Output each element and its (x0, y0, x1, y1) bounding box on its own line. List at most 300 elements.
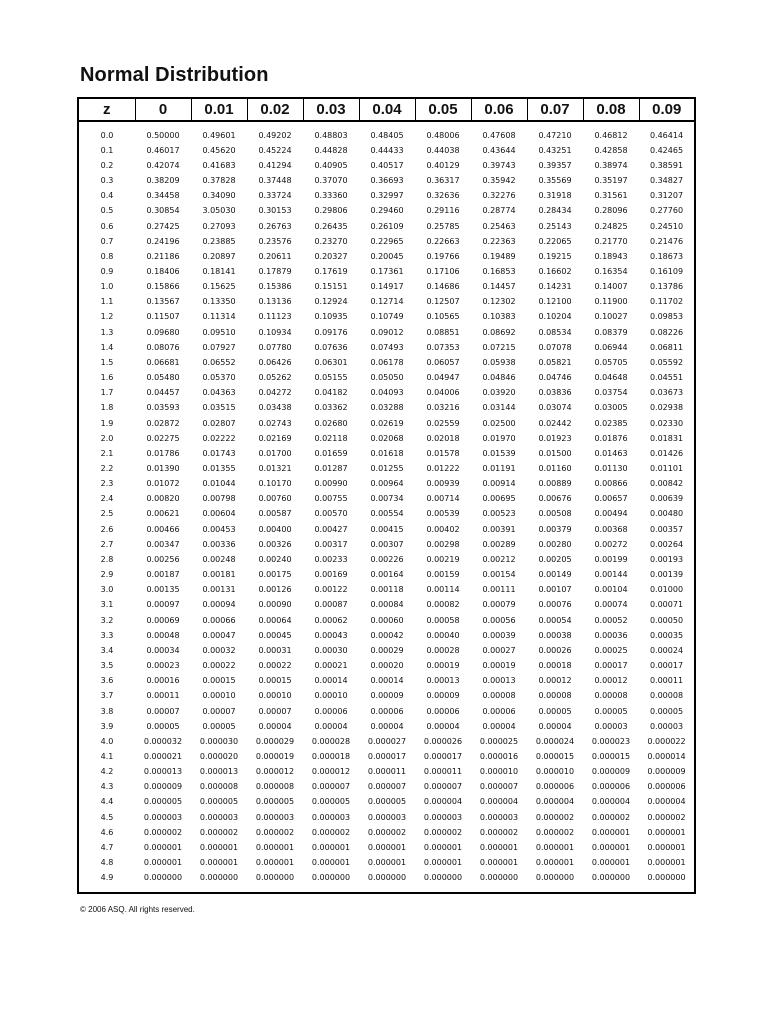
probability-cell: 0.14231 (538, 282, 572, 292)
probability-cell: 0.01390 (146, 464, 180, 474)
probability-cell: 0.01101 (649, 464, 684, 474)
probability-cell: 0.00508 (538, 509, 572, 519)
probability-cell: 0.41294 (258, 160, 292, 170)
probability-cell: 0.01072 (146, 479, 180, 489)
probability-cell: 0.000011 (367, 767, 407, 777)
probability-cell: 0.01831 (649, 433, 684, 443)
probability-cell: 0.22965 (370, 236, 404, 246)
column-header: 0.03 (303, 98, 359, 121)
probability-cell: 0.000004 (647, 797, 686, 807)
probability-cell: 0.46414 (649, 130, 684, 140)
table-row (78, 295, 695, 310)
probability-cell: 0.000001 (255, 858, 295, 868)
probability-cell: 0.05050 (370, 373, 404, 383)
column-header: 0 (135, 98, 191, 121)
probability-cell: 0.00368 (594, 524, 628, 534)
probability-cell: 0.37828 (202, 176, 236, 186)
probability-cell: 0.00233 (314, 554, 348, 564)
z-value-cell: 1.1 (100, 297, 114, 307)
probability-cell: 0.08076 (146, 342, 180, 352)
probability-cell: 0.00523 (482, 509, 516, 519)
probability-cell: 0.000000 (479, 873, 519, 883)
probability-cell: 0.29460 (370, 206, 404, 216)
probability-cell: 0.00007 (258, 706, 292, 716)
probability-cell: 0.000001 (311, 858, 351, 868)
z-value-cell: 2.0 (100, 433, 114, 443)
probability-cell: 0.01578 (426, 448, 460, 458)
probability-cell: 0.00144 (594, 570, 628, 580)
probability-cell: 0.04363 (202, 388, 236, 398)
probability-cell: 0.00453 (202, 524, 236, 534)
column-header-z: z (78, 98, 135, 121)
probability-cell: 0.00820 (146, 494, 180, 504)
column-header: 0.09 (639, 98, 695, 121)
probability-cell: 0.000004 (479, 797, 519, 807)
z-value-cell: 3.5 (100, 661, 114, 671)
probability-cell: 0.14007 (594, 282, 628, 292)
table-row (78, 477, 695, 492)
probability-cell: 0.00082 (426, 600, 460, 610)
probability-cell: 0.00017 (594, 661, 628, 671)
probability-cell: 0.00118 (370, 585, 404, 595)
z-value-cell: 2.7 (100, 539, 114, 549)
z-value-cell: 1.2 (100, 312, 114, 322)
probability-cell: 0.17361 (370, 266, 404, 276)
probability-cell: 0.000001 (647, 842, 686, 852)
probability-cell: 0.00889 (538, 479, 572, 489)
probability-cell: 0.000006 (647, 782, 686, 792)
column-header: 0.06 (471, 98, 527, 121)
probability-cell: 0.36693 (370, 176, 404, 186)
probability-cell: 0.32636 (426, 191, 460, 201)
probability-cell: 0.00842 (649, 479, 684, 489)
probability-cell: 0.000002 (199, 827, 239, 837)
probability-cell: 0.03074 (538, 403, 572, 413)
z-value-cell: 1.8 (100, 403, 114, 413)
probability-cell: 0.00076 (538, 600, 572, 610)
probability-cell: 0.28774 (482, 206, 516, 216)
probability-cell: 0.000001 (591, 827, 631, 837)
probability-cell: 0.40517 (370, 160, 404, 170)
probability-cell: 0.07636 (314, 342, 348, 352)
probability-cell: 0.10565 (426, 312, 460, 322)
table-row (78, 355, 695, 370)
probability-cell: 0.41683 (202, 160, 236, 170)
probability-cell: 0.000026 (423, 736, 463, 746)
probability-cell: 0.000007 (367, 782, 407, 792)
probability-cell: 0.000010 (535, 767, 575, 777)
probability-cell: 0.000001 (143, 858, 183, 868)
probability-cell: 0.00169 (314, 570, 348, 580)
table-row (78, 173, 695, 188)
probability-cell: 0.43644 (482, 145, 516, 155)
probability-cell: 0.000001 (591, 842, 631, 852)
z-value-cell: 0.7 (100, 236, 114, 246)
probability-cell: 0.000000 (255, 873, 295, 883)
probability-cell: 0.000001 (423, 842, 463, 852)
probability-cell: 0.00272 (594, 539, 628, 549)
probability-cell: 0.01970 (482, 433, 516, 443)
table-row (78, 598, 695, 613)
probability-cell: 0.000012 (311, 767, 351, 777)
z-value-cell: 1.9 (100, 418, 114, 428)
probability-cell: 0.01255 (370, 464, 404, 474)
probability-cell: 0.00755 (314, 494, 348, 504)
probability-cell: 0.00004 (426, 721, 460, 731)
probability-cell: 0.00071 (649, 600, 684, 610)
probability-cell: 0.12924 (314, 297, 348, 307)
z-value-cell: 3.8 (100, 706, 114, 716)
probability-cell: 0.000013 (199, 767, 239, 777)
probability-cell: 0.000005 (311, 797, 351, 807)
probability-cell: 0.00159 (426, 570, 460, 580)
probability-cell: 0.02500 (482, 418, 516, 428)
probability-cell: 0.000000 (647, 873, 686, 883)
table-row (78, 219, 695, 234)
z-value-cell: 3.4 (100, 645, 114, 655)
probability-cell: 0.16354 (594, 266, 628, 276)
probability-cell: 0.42074 (146, 160, 180, 170)
probability-cell: 0.00219 (426, 554, 460, 564)
probability-cell: 0.000001 (199, 842, 239, 852)
probability-cell: 0.03005 (594, 403, 628, 413)
probability-cell: 0.00193 (649, 554, 684, 564)
probability-cell: 0.00043 (314, 630, 348, 640)
probability-cell: 0.13350 (202, 297, 236, 307)
table-row (78, 386, 695, 401)
probability-cell: 0.02068 (370, 433, 404, 443)
probability-cell: 0.38209 (146, 176, 180, 186)
probability-cell: 0.000001 (647, 827, 686, 837)
probability-cell: 0.00131 (202, 585, 236, 595)
probability-cell: 0.00135 (146, 585, 180, 595)
probability-cell: 0.000002 (479, 827, 519, 837)
table-row (78, 765, 695, 780)
probability-cell: 0.00035 (649, 630, 684, 640)
probability-cell: 0.04648 (594, 373, 628, 383)
probability-cell: 0.000007 (311, 782, 351, 792)
probability-cell: 0.03288 (370, 403, 404, 413)
probability-cell: 0.000005 (255, 797, 295, 807)
probability-cell: 0.31918 (538, 191, 572, 201)
probability-cell: 0.00164 (370, 570, 404, 580)
probability-cell: 0.00009 (426, 691, 460, 701)
table-row (78, 795, 695, 810)
probability-cell: 0.000015 (591, 751, 631, 761)
probability-cell: 0.09012 (370, 327, 404, 337)
column-header: 0.07 (527, 98, 583, 121)
z-value-cell: 3.6 (100, 676, 114, 686)
z-value-cell: 0.5 (100, 206, 114, 216)
probability-cell: 0.02169 (258, 433, 292, 443)
probability-cell: 0.13786 (649, 282, 684, 292)
probability-cell: 0.00058 (426, 615, 460, 625)
probability-cell: 0.00022 (202, 661, 236, 671)
spacer-cell (78, 886, 695, 893)
probability-cell: 0.000000 (535, 873, 575, 883)
probability-cell: 0.01426 (649, 448, 684, 458)
probability-cell: 0.24825 (594, 221, 628, 231)
probability-cell: 0.20897 (202, 251, 236, 261)
probability-cell: 0.00004 (538, 721, 572, 731)
z-value-cell: 2.1 (100, 448, 114, 458)
probability-cell: 0.00604 (202, 509, 236, 519)
probability-cell: 0.00018 (538, 661, 572, 671)
probability-cell: 0.000006 (535, 782, 575, 792)
probability-cell: 0.23885 (202, 236, 236, 246)
normal-distribution-table (77, 97, 696, 894)
z-value-cell: 4.6 (100, 827, 114, 837)
probability-cell: 0.03754 (594, 388, 628, 398)
probability-cell: 0.10383 (482, 312, 516, 322)
probability-cell: 0.11123 (258, 312, 292, 322)
probability-cell: 0.00025 (594, 645, 628, 655)
table-row (78, 856, 695, 871)
probability-cell: 0.13567 (146, 297, 180, 307)
table-row (78, 537, 695, 552)
z-value-cell: 2.2 (100, 464, 114, 474)
probability-cell: 0.00012 (594, 676, 628, 686)
probability-cell: 0.00015 (258, 676, 292, 686)
probability-cell: 0.00379 (538, 524, 572, 534)
z-value-cell: 3.9 (100, 721, 114, 731)
probability-cell: 0.07078 (538, 342, 572, 352)
probability-cell: 0.00415 (370, 524, 404, 534)
probability-cell: 0.000032 (143, 736, 183, 746)
z-value-cell: 3.7 (100, 691, 114, 701)
probability-cell: 0.00008 (482, 691, 516, 701)
probability-cell: 0.50000 (146, 130, 180, 140)
probability-cell: 0.00866 (594, 479, 628, 489)
probability-cell: 0.19215 (538, 251, 572, 261)
probability-cell: 0.00032 (202, 645, 236, 655)
probability-cell: 0.03438 (258, 403, 292, 413)
probability-cell: 0.00391 (482, 524, 516, 534)
probability-cell: 0.31561 (594, 191, 628, 201)
z-value-cell: 0.4 (100, 191, 114, 201)
probability-cell: 0.000001 (647, 858, 686, 868)
probability-cell: 0.03515 (202, 403, 236, 413)
probability-cell: 0.00298 (426, 539, 460, 549)
probability-cell: 0.08692 (482, 327, 516, 337)
probability-cell: 0.00026 (538, 645, 572, 655)
probability-cell: 0.00205 (538, 554, 572, 564)
probability-cell: 0.00019 (482, 661, 516, 671)
probability-cell: 0.00014 (370, 676, 404, 686)
probability-cell: 0.05821 (538, 357, 572, 367)
spacer-row (78, 886, 695, 893)
probability-cell: 0.00226 (370, 554, 404, 564)
z-value-cell: 4.5 (100, 812, 114, 822)
probability-cell: 0.02118 (314, 433, 348, 443)
probability-cell: 0.00114 (426, 585, 460, 595)
probability-cell: 0.000001 (199, 858, 239, 868)
probability-cell: 0.09176 (314, 327, 348, 337)
probability-cell: 0.000002 (647, 812, 686, 822)
probability-cell: 0.07780 (258, 342, 292, 352)
probability-cell: 0.36317 (426, 176, 460, 186)
probability-cell: 0.000003 (311, 812, 351, 822)
probability-cell: 0.00064 (258, 615, 292, 625)
probability-cell: 0.34458 (146, 191, 180, 201)
probability-cell: 0.00054 (538, 615, 572, 625)
probability-cell: 0.00008 (649, 691, 684, 701)
probability-cell: 0.00007 (202, 706, 236, 716)
probability-cell: 0.000001 (311, 842, 351, 852)
probability-cell: 0.00056 (482, 615, 516, 625)
probability-cell: 0.07927 (202, 342, 236, 352)
probability-cell: 0.04093 (370, 388, 404, 398)
probability-cell: 0.00024 (649, 645, 684, 655)
probability-cell: 0.12507 (426, 297, 460, 307)
probability-cell: 0.09680 (146, 327, 180, 337)
probability-cell: 0.00052 (594, 615, 628, 625)
probability-cell: 0.02330 (649, 418, 684, 428)
probability-cell: 0.45620 (202, 145, 236, 155)
probability-cell: 0.000006 (591, 782, 631, 792)
probability-cell: 0.25785 (426, 221, 460, 231)
probability-cell: 0.14457 (482, 282, 516, 292)
probability-cell: 0.15151 (314, 282, 348, 292)
probability-cell: 0.00097 (146, 600, 180, 610)
probability-cell: 0.00307 (370, 539, 404, 549)
probability-cell: 0.19766 (426, 251, 460, 261)
probability-cell: 0.00004 (370, 721, 404, 731)
probability-cell: 0.10170 (258, 479, 292, 489)
probability-cell: 0.00126 (258, 585, 292, 595)
probability-cell: 0.28096 (594, 206, 628, 216)
table-row (78, 507, 695, 522)
probability-cell: 0.00010 (202, 691, 236, 701)
probability-cell: 0.17106 (426, 266, 460, 276)
z-value-cell: 4.2 (100, 767, 114, 777)
probability-cell: 0.00554 (370, 509, 404, 519)
probability-cell: 0.30854 (146, 206, 180, 216)
probability-cell: 0.000002 (367, 827, 407, 837)
probability-cell: 0.37448 (258, 176, 292, 186)
probability-cell: 0.00010 (258, 691, 292, 701)
probability-cell: 0.00038 (538, 630, 572, 640)
probability-cell: 0.000002 (535, 812, 575, 822)
probability-cell: 0.08851 (426, 327, 460, 337)
probability-cell: 0.00090 (258, 600, 292, 610)
probability-cell: 0.000003 (199, 812, 239, 822)
probability-cell: 0.05705 (594, 357, 628, 367)
probability-cell: 0.00187 (146, 570, 180, 580)
probability-cell: 0.29806 (314, 206, 348, 216)
probability-cell: 0.00008 (538, 691, 572, 701)
column-header: 0.05 (415, 98, 471, 121)
probability-cell: 0.02680 (314, 418, 348, 428)
probability-cell: 0.000003 (143, 812, 183, 822)
probability-cell: 0.00045 (258, 630, 292, 640)
probability-cell: 0.03362 (314, 403, 348, 413)
table-row (78, 810, 695, 825)
probability-cell: 0.06944 (594, 342, 628, 352)
probability-cell: 0.00006 (426, 706, 460, 716)
probability-cell: 0.00695 (482, 494, 516, 504)
probability-cell: 0.00017 (649, 661, 684, 671)
probability-cell: 0.00005 (146, 721, 180, 731)
table-header (78, 98, 695, 121)
probability-cell: 0.00007 (146, 706, 180, 716)
probability-cell: 0.03216 (426, 403, 460, 413)
probability-cell: 0.000016 (479, 751, 519, 761)
probability-cell: 0.00466 (146, 524, 180, 534)
probability-cell: 0.000013 (143, 767, 183, 777)
probability-cell: 0.00181 (202, 570, 236, 580)
probability-cell: 0.000007 (479, 782, 519, 792)
probability-cell: 0.00539 (426, 509, 460, 519)
probability-cell: 0.00256 (146, 554, 180, 564)
probability-cell: 0.000005 (367, 797, 407, 807)
probability-cell: 0.00107 (538, 585, 572, 595)
probability-cell: 0.000000 (367, 873, 407, 883)
probability-cell: 0.00006 (314, 706, 348, 716)
probability-cell: 0.00022 (258, 661, 292, 671)
probability-cell: 0.00402 (426, 524, 460, 534)
table-row (78, 264, 695, 279)
probability-cell: 0.00029 (370, 645, 404, 655)
probability-cell: 0.000002 (591, 812, 631, 822)
probability-cell: 0.00347 (146, 539, 180, 549)
probability-cell: 0.00019 (426, 661, 460, 671)
probability-cell: 0.00028 (426, 645, 460, 655)
table-row (78, 522, 695, 537)
probability-cell: 0.10935 (314, 312, 348, 322)
probability-cell: 0.10934 (258, 327, 292, 337)
probability-cell: 0.000001 (423, 858, 463, 868)
probability-cell: 0.00336 (202, 539, 236, 549)
probability-cell: 0.00008 (594, 691, 628, 701)
probability-cell: 0.000001 (479, 842, 519, 852)
table-row (78, 431, 695, 446)
probability-cell: 0.06552 (202, 357, 236, 367)
probability-cell: 0.21770 (594, 236, 628, 246)
probability-cell: 0.000000 (591, 873, 631, 883)
probability-cell: 0.38974 (594, 160, 628, 170)
probability-cell: 0.04551 (649, 373, 684, 383)
table-row (78, 704, 695, 719)
z-value-cell: 1.0 (100, 282, 114, 292)
probability-cell: 0.23576 (258, 236, 292, 246)
probability-cell: 0.46812 (594, 130, 628, 140)
probability-cell: 0.00111 (482, 585, 516, 595)
probability-cell: 0.39357 (538, 160, 572, 170)
probability-cell: 0.02743 (258, 418, 292, 428)
probability-cell: 0.00039 (482, 630, 516, 640)
probability-cell: 0.33724 (258, 191, 292, 201)
probability-cell: 0.00964 (370, 479, 404, 489)
probability-cell: 0.00013 (482, 676, 516, 686)
probability-cell: 0.05155 (314, 373, 348, 383)
probability-cell: 0.00009 (370, 691, 404, 701)
probability-cell: 0.00013 (426, 676, 460, 686)
probability-cell: 0.01044 (202, 479, 236, 489)
probability-cell: 0.000021 (143, 751, 183, 761)
table-row (78, 310, 695, 325)
probability-cell: 0.01923 (538, 433, 572, 443)
probability-cell: 0.000000 (199, 873, 239, 883)
table-row (78, 825, 695, 840)
probability-cell: 0.00014 (314, 676, 348, 686)
probability-cell: 0.02275 (146, 433, 180, 443)
probability-cell: 0.00005 (594, 706, 628, 716)
z-value-cell: 2.6 (100, 524, 114, 534)
table-row (78, 280, 695, 295)
probability-cell: 0.22363 (482, 236, 516, 246)
z-value-cell: 4.4 (100, 797, 114, 807)
